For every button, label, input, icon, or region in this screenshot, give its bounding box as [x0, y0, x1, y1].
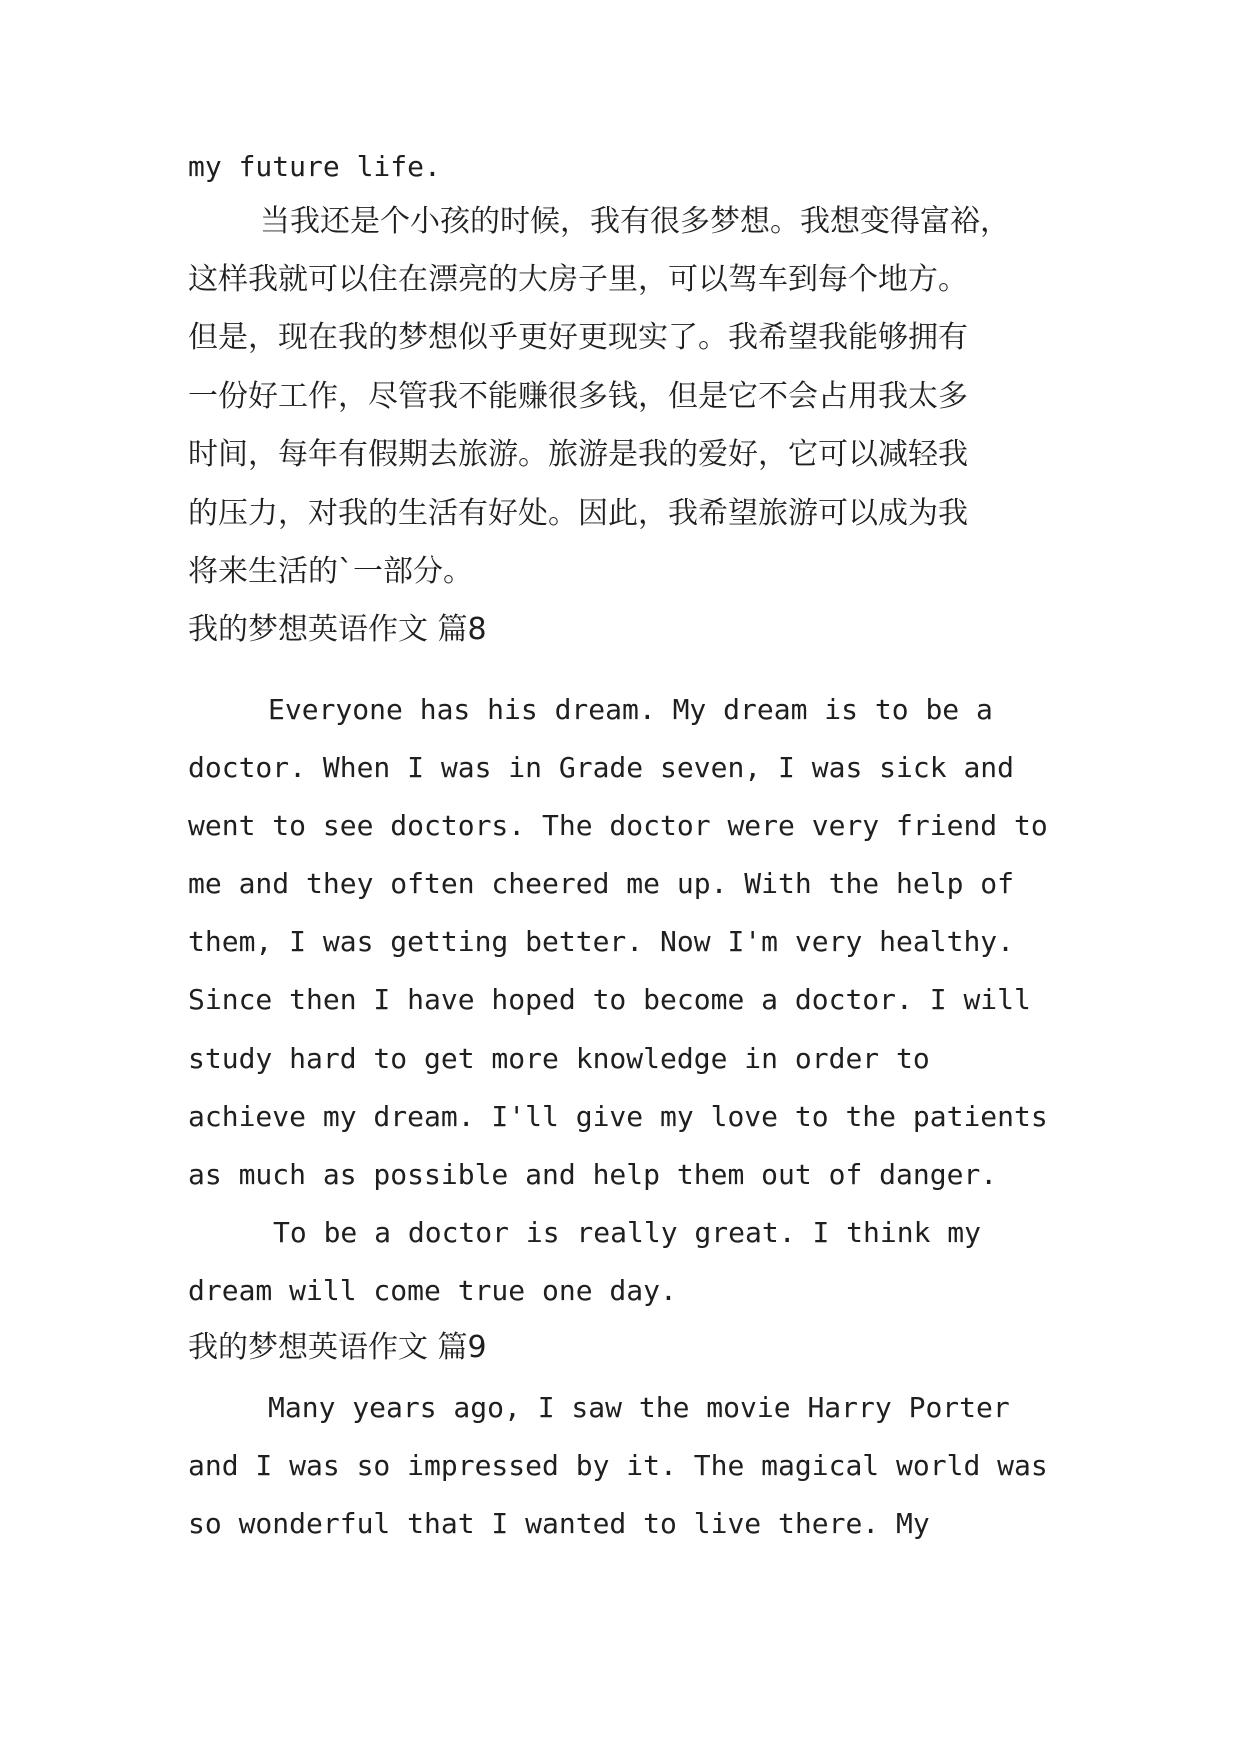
text-line: 但是，现在我的梦想似乎更好更现实了。我希望我能够拥有: [188, 320, 968, 355]
text-line: my future life.: [188, 150, 441, 183]
text-line: 一份好工作，尽管我不能赚很多钱，但是它不会占用我太多: [188, 379, 968, 414]
text-line: doctor. When I was in Grade seven, I was sick and: [188, 751, 1015, 784]
text-line: went to see doctors. The doctor were very friend to: [188, 809, 1048, 842]
text-line: and I was so impressed by it. The magical world was: [188, 1449, 1048, 1482]
text-line: them, I was getting better. Now I'm very healthy.: [188, 925, 1015, 958]
text-line: 将来生活的`一部分。: [188, 554, 473, 589]
text-line: 这样我就可以住在漂亮的大房子里，可以驾车到每个地方。: [188, 262, 968, 297]
text-line: study hard to get more knowledge in order to: [188, 1042, 930, 1075]
section-heading: 我的梦想英语作文 篇9: [188, 1330, 487, 1365]
text-line: achieve my dream. I'll give my love to the patients: [188, 1100, 1048, 1133]
text-line: me and they often cheered me up. With the help of: [188, 867, 1015, 900]
text-line: as much as possible and help them out of danger.: [188, 1158, 998, 1191]
section-heading: 我的梦想英语作文 篇8: [188, 612, 487, 647]
text-line: 的压力，对我的生活有好处。因此，我希望旅游可以成为我: [188, 496, 968, 531]
text-line: Everyone has his dream. My dream is to be a: [268, 693, 993, 726]
text-line: so wonderful that I wanted to live there. My: [188, 1507, 930, 1540]
text-line: dream will come true one day.: [188, 1274, 677, 1307]
text-line: Since then I have hoped to become a doctor. I will: [188, 983, 1031, 1016]
text-line: To be a doctor is really great. I think my: [273, 1216, 982, 1249]
text-line: 当我还是个小孩的时候，我有很多梦想。我想变得富裕，: [260, 204, 1010, 239]
text-line: Many years ago, I saw the movie Harry Porter: [268, 1391, 1010, 1424]
text-line: 时间，每年有假期去旅游。旅游是我的爱好，它可以减轻我: [188, 437, 968, 472]
